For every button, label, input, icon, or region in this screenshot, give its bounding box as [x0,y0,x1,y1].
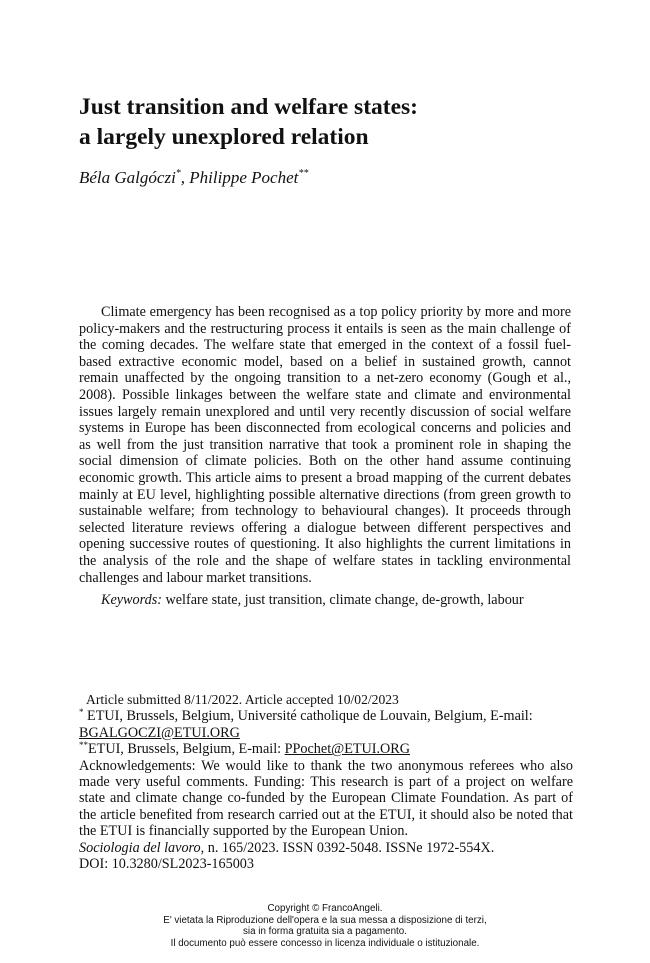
affiliation-text: ETUI, Brussels, Belgium, Université catholique de Louvain, Belgium, E-mail: [83,708,533,725]
footnotes [79,692,573,872]
footnote-mark: * [79,707,84,718]
footnote-mark: ** [79,740,88,751]
copyright-line: sia in forma gratuita sia a pagamento. [243,926,407,938]
affiliation-2 [79,741,573,757]
submission-dates: Article submitted 8/11/2022. Article accepted 10/02/2023 [86,692,399,707]
affiliation-1 [79,708,573,724]
abstract-text: Climate emergency has been recognised as a top policy priority by more and more policy-makers and the restructuring process it entails is seen as the main challenge of the coming decades. The welfare state that emerged in the context of a fossil fuel-based extractive economic model, based on a belief in sustained growth, cannot remain unaffected by the ongoing transition to a net-zero economy (Gough et al., 2008). Possible linkages between the welfare state and climate and environmental issues largely remain unexplored and until very recently discussion of social welfare systems in Europe has been disconnected from ecological concerns and policies and as well from the just transition narrative that took a prominent role in shaping the social dimension of climate policies. Both on the other hand assume continuing economic growth. This article aims to present a broad mapping of the current debates mainly at EU level, highlighting possible alternative directions (from green growth to sustainable welfare; from technology to behavioural changes). It proceeds through selected literature reviews offering a dialogue between different perspectives and opening successive routes of questioning. It also highlights the current limitations in the analysis of the role and the shape of welfare states in tackling environmental challenges and labour market transitions. [79,304,571,586]
journal-citation [79,840,573,856]
footnote-mark: * [175,168,181,179]
email-link[interactable]: BGALGOCZI@ETUI.ORG [79,724,240,741]
author-separator: , [180,168,190,187]
email-link[interactable]: PPochet@ETUI.ORG [284,741,411,758]
doi: DOI: 10.3280/SL2023-165003 [79,856,254,873]
keywords-label: Keywords: [101,592,162,608]
article-title [79,92,599,152]
title-line-1: Just transition and welfare states: [79,94,418,120]
copyright-line: Il documento può essere concesso in licenza individuale o istituzionale. [170,937,480,949]
author-name: Béla Galgóczi [79,168,176,187]
citation-details: , n. 165/2023. ISSN 0392-5048. ISSNe 1972-554X. [200,839,495,856]
footnote-mark: ** [298,168,309,179]
keywords-text: welfare state, just transition, climate change, de-growth, labour [161,592,524,608]
journal-name: Sociologia del lavoro [79,839,201,856]
keywords [79,592,601,609]
acknowledgements: Acknowledgements: We would like to thank the two anonymous referees who also made very useful comments. Funding: This research is part of a project on welfare state and climate change co-funded by the European Climate Foundation. As part of the article benefited from research carried out at the ETUI, it should also be noted that the ETUI is financially supported by the European Union. [79,757,573,840]
copyright-line: Copyright © FrancoAngeli. [267,903,383,914]
affiliation-text: ETUI, Brussels, Belgium, E-mail: [88,741,285,758]
copyright-line: E' vietata la Riproduzione dell'opera e la sua messa a disposizione di terzi, [163,914,487,926]
title-line-2: a largely unexplored relation [79,124,369,150]
copyright-footer [0,903,650,949]
author-list [79,168,308,188]
affiliation-1-email-line [79,725,573,741]
author-name: Philippe Pochet [189,168,299,187]
